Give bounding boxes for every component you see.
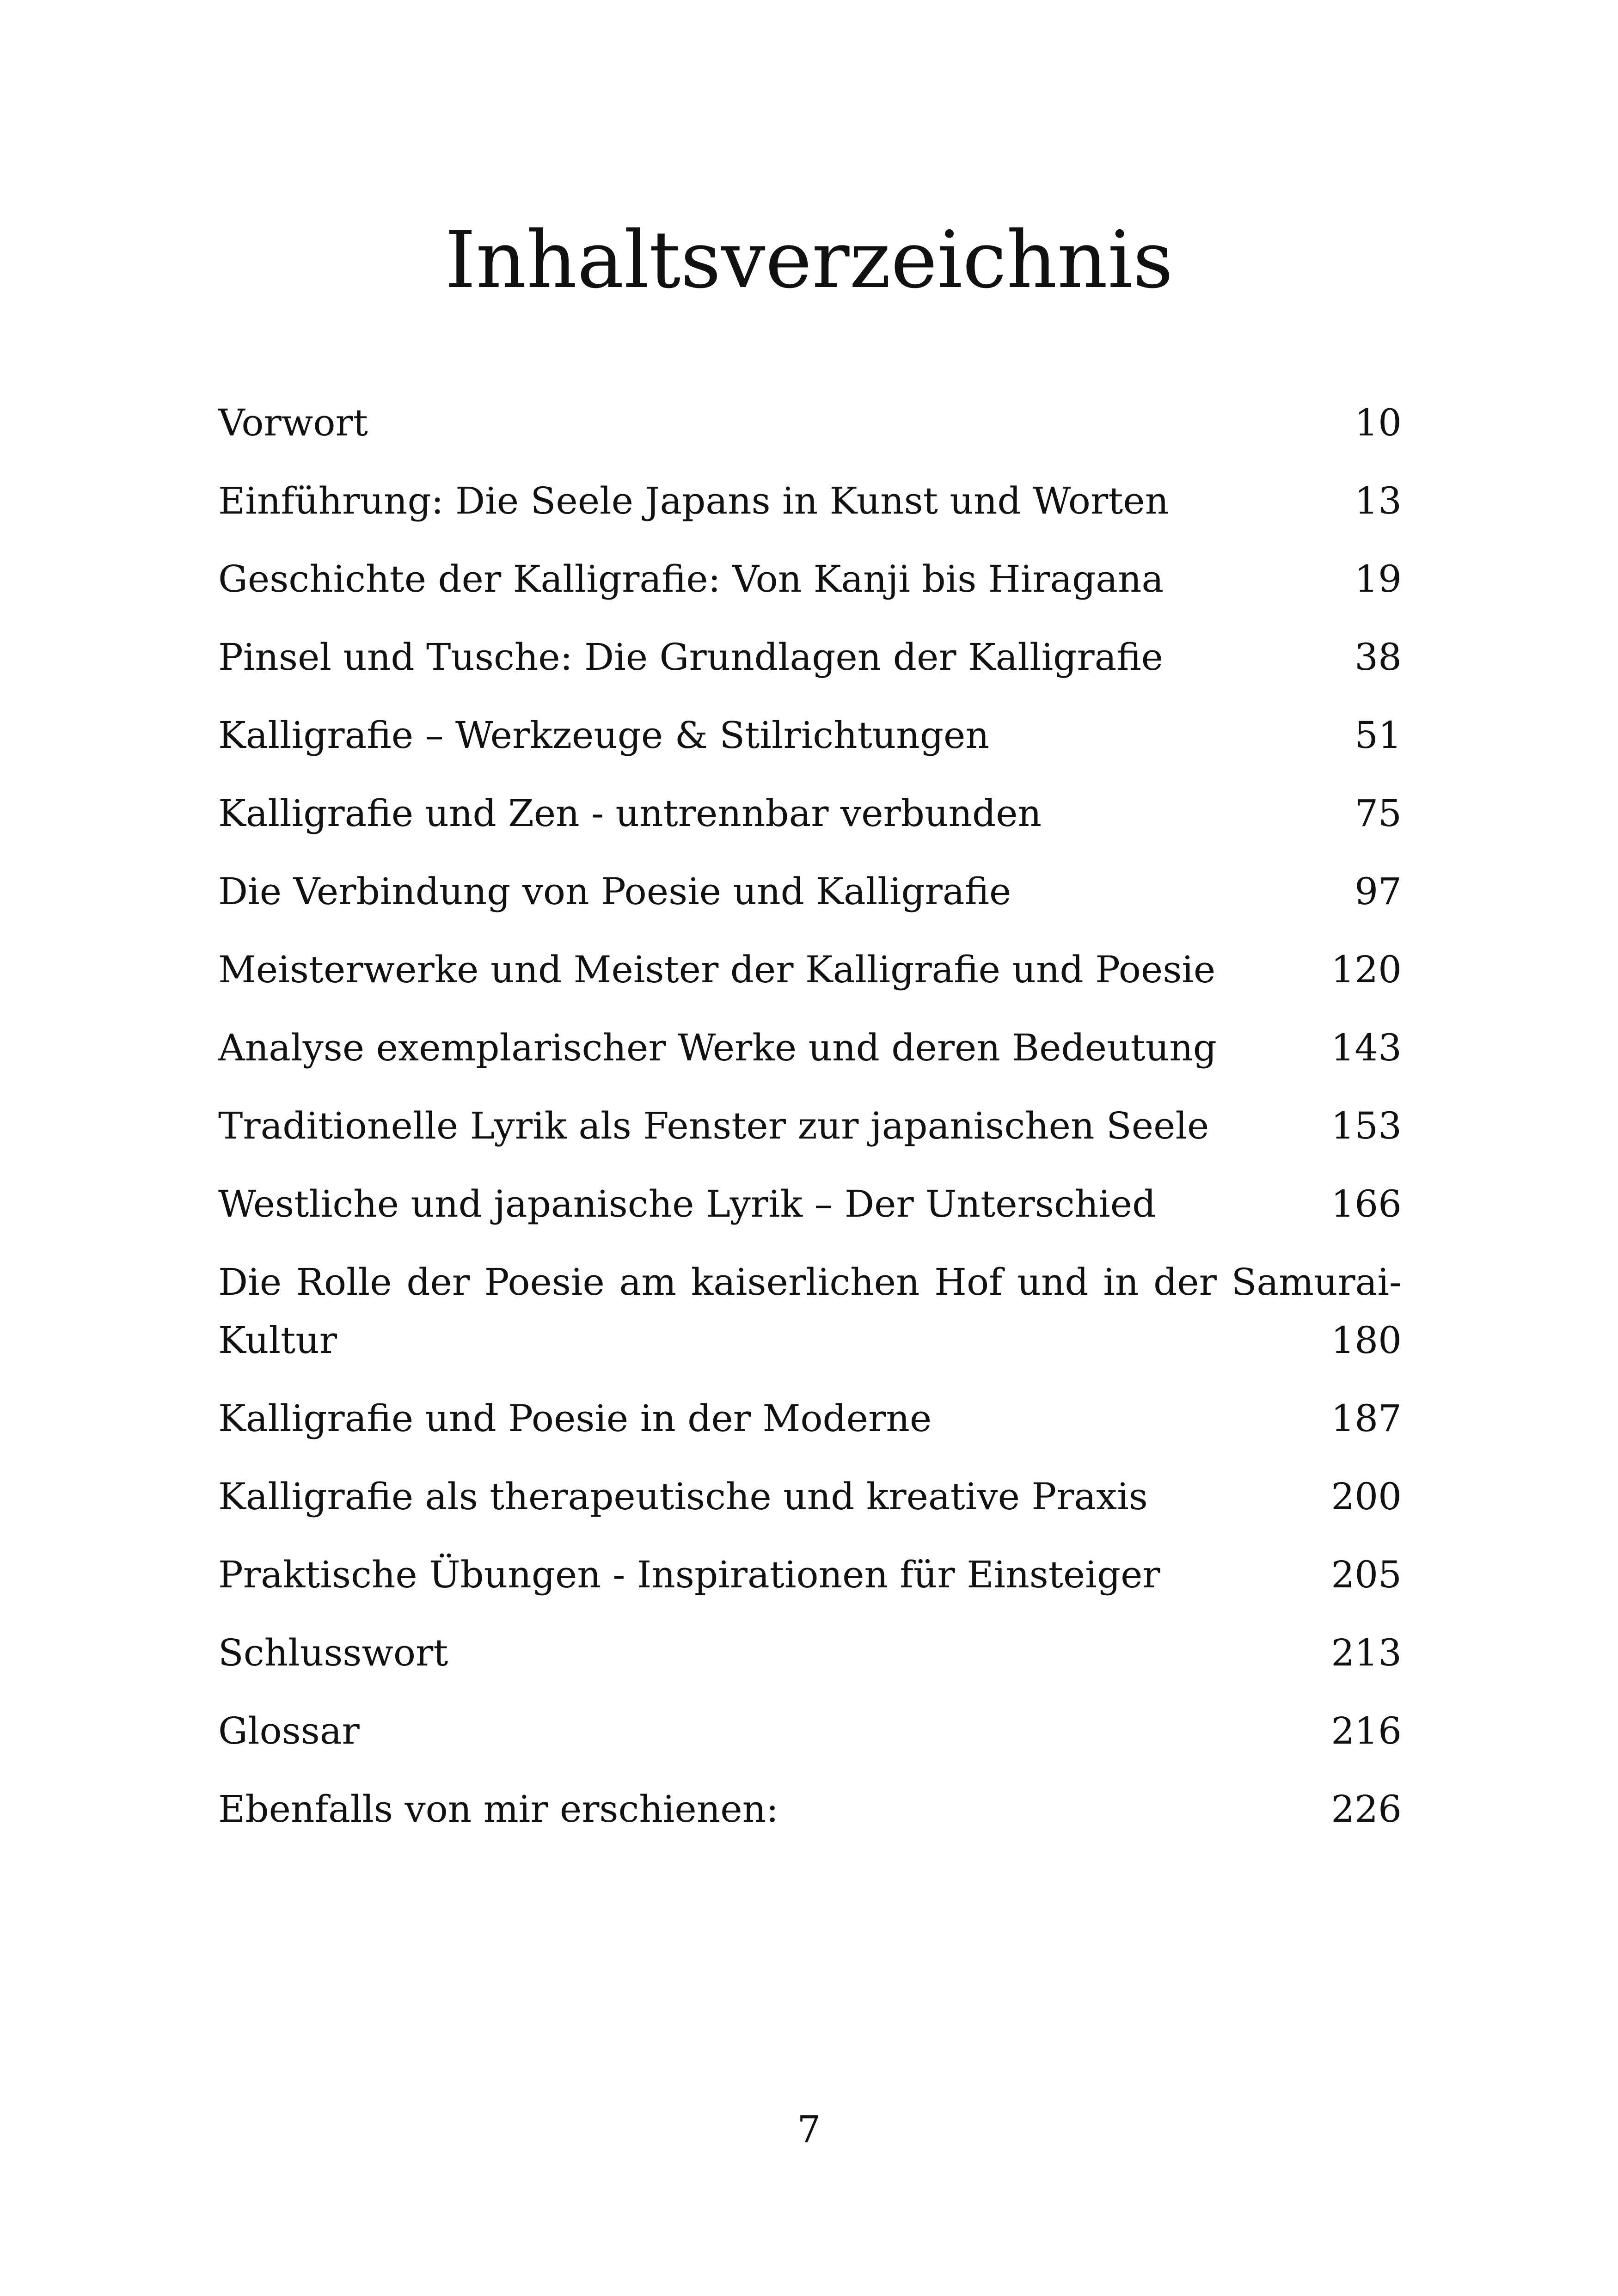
toc-entry-page: 97 bbox=[1354, 870, 1402, 913]
toc-entry bbox=[218, 1243, 1402, 1379]
toc-entry-page: 216 bbox=[1331, 1709, 1402, 1752]
toc-entry-page: 51 bbox=[1354, 714, 1402, 757]
toc-entry bbox=[218, 1009, 1402, 1087]
toc-entry-page: 213 bbox=[1331, 1631, 1402, 1674]
toc-entry bbox=[218, 931, 1402, 1009]
toc-entry-title: Westliche und japanische Lyrik – Der Unterschied bbox=[218, 1182, 1156, 1225]
toc-entry-title: Schlusswort bbox=[218, 1631, 448, 1674]
toc-entry-page: 166 bbox=[1331, 1182, 1402, 1225]
toc-entry-page: 38 bbox=[1354, 636, 1402, 679]
toc-entry-page: 153 bbox=[1331, 1104, 1402, 1147]
toc-entry bbox=[218, 540, 1402, 618]
toc-entry-title: Traditionelle Lyrik als Fenster zur japanischen Seele bbox=[218, 1104, 1209, 1147]
toc-entry-page: 19 bbox=[1354, 557, 1402, 600]
toc-entry bbox=[218, 774, 1402, 852]
toc-entry bbox=[218, 696, 1402, 774]
toc-entry bbox=[218, 852, 1402, 931]
toc-entry-title: Meisterwerke und Meister der Kalligrafie und Poesie bbox=[218, 948, 1216, 991]
toc-entry bbox=[218, 462, 1402, 540]
toc-entry-title: Kalligrafie und Poesie in der Moderne bbox=[218, 1397, 932, 1440]
toc-entry bbox=[218, 1692, 1402, 1770]
toc-entry-page: 120 bbox=[1331, 948, 1402, 991]
toc-entry bbox=[218, 1536, 1402, 1614]
toc-entry bbox=[218, 384, 1402, 462]
toc-entry-title: Ebenfalls von mir erschienen: bbox=[218, 1788, 779, 1831]
page-number: 7 bbox=[797, 2108, 821, 2151]
toc-entry-page: 75 bbox=[1354, 792, 1402, 835]
toc-entry bbox=[218, 618, 1402, 696]
toc-entry-page: 226 bbox=[1331, 1788, 1402, 1831]
toc-entry-title: Kalligrafie als therapeutische und kreative Praxis bbox=[218, 1475, 1148, 1518]
toc-entry-title: Einführung: Die Seele Japans in Kunst und Worten bbox=[218, 479, 1169, 522]
toc-entry bbox=[218, 1770, 1402, 1848]
toc-entry-title: Die Verbindung von Poesie und Kalligrafie bbox=[218, 870, 1011, 913]
toc-entry-page: 180 bbox=[1331, 1319, 1402, 1362]
toc-entry-title: Kalligrafie – Werkzeuge & Stilrichtungen bbox=[218, 714, 989, 757]
toc-entry-title: Kalligrafie und Zen - untrennbar verbunden bbox=[218, 792, 1042, 835]
toc-entry bbox=[218, 1614, 1402, 1692]
toc-entry-title: Vorwort bbox=[218, 401, 368, 444]
toc-entry-title: Glossar bbox=[218, 1709, 360, 1752]
toc-entry bbox=[218, 1087, 1402, 1165]
toc-entry-page: 143 bbox=[1331, 1026, 1402, 1069]
toc-entry-page: 10 bbox=[1354, 401, 1402, 444]
toc-entry-page: 200 bbox=[1331, 1475, 1402, 1518]
toc-entry bbox=[218, 1379, 1402, 1457]
toc-entry-title: Die Rolle der Poesie am kaiserlichen Hof und in der Samurai-Kultur bbox=[218, 1261, 1402, 1362]
toc-entry bbox=[218, 1457, 1402, 1536]
table-of-contents bbox=[218, 384, 1402, 1848]
toc-entry-title: Analyse exemplarischer Werke und deren Bedeutung bbox=[218, 1026, 1217, 1069]
toc-entry-page: 205 bbox=[1331, 1553, 1402, 1596]
page-title: Inhaltsverzeichnis bbox=[445, 214, 1173, 306]
toc-entry-title: Geschichte der Kalligrafie: Von Kanji bis Hiragana bbox=[218, 557, 1164, 600]
toc-entry-page: 187 bbox=[1331, 1397, 1402, 1440]
toc-entry-title: Pinsel und Tusche: Die Grundlagen der Kalligrafie bbox=[218, 636, 1164, 679]
toc-entry-page: 13 bbox=[1354, 479, 1402, 522]
toc-entry bbox=[218, 1165, 1402, 1243]
toc-entry-title: Praktische Übungen - Inspirationen für Einsteiger bbox=[218, 1553, 1160, 1596]
